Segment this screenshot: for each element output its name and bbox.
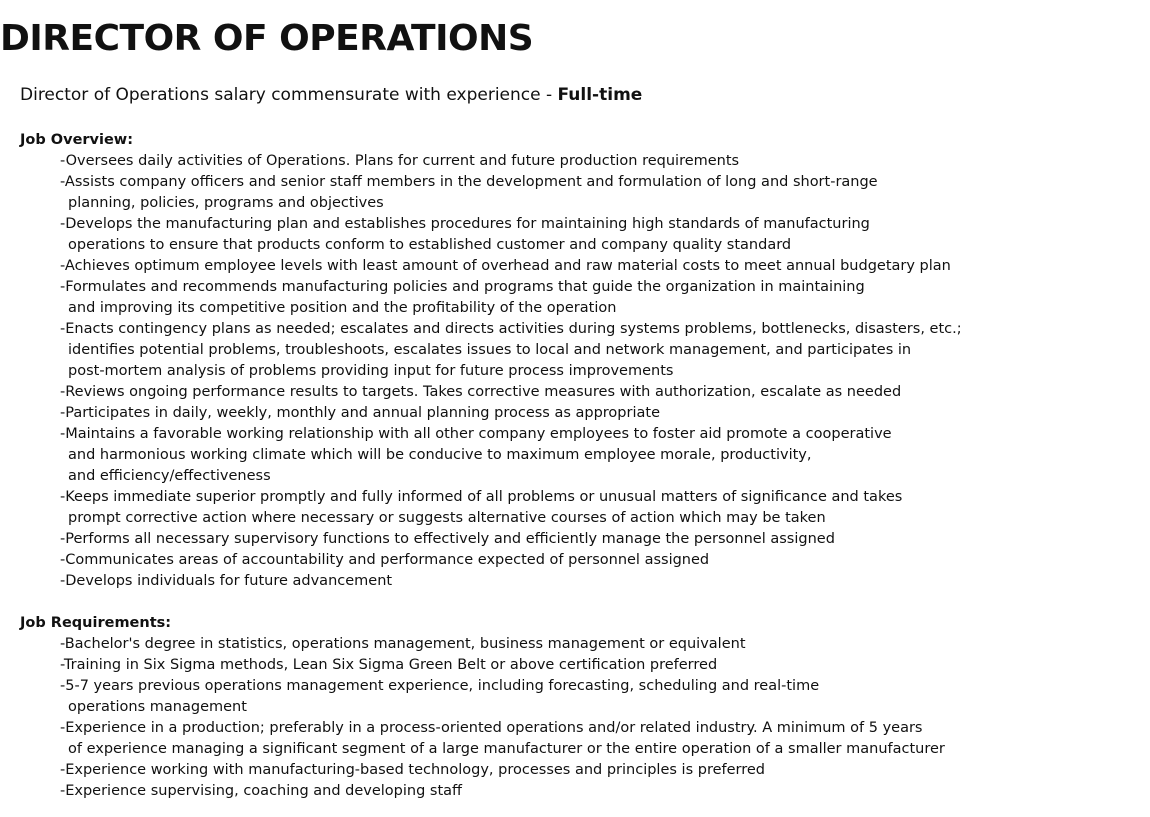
list-item-line: -Communicates areas of accountability and performance expected of personnel assigned	[60, 552, 710, 568]
list-item-line: and harmonious working climate which will be conducive to maximum employee morale, productivity,	[68, 447, 812, 463]
list-item-line: -Experience working with manufacturing-based technology, processes and principles is preferred	[60, 762, 766, 778]
list-item-line: -Experience supervising, coaching and developing staff	[60, 783, 463, 799]
list-item	[60, 172, 962, 214]
list-item-line: and improving its competitive position and the profitability of the operation	[68, 300, 617, 316]
list-item	[60, 634, 945, 655]
list-item-line: post-mortem analysis of problems providing input for future process improvements	[68, 363, 674, 379]
list-item	[60, 550, 962, 571]
list-item	[60, 214, 962, 256]
list-item	[60, 529, 962, 550]
salary-text: Director of Operations salary commensurate with experience -	[20, 85, 558, 105]
list-item-line: operations to ensure that products conform to established customer and company quality standard	[68, 237, 792, 253]
list-item-line: -Enacts contingency plans as needed; escalates and directs activities during systems problems, bottlenecks, disasters, etc.;	[60, 321, 962, 337]
list-item	[60, 718, 945, 760]
list-item	[60, 781, 945, 802]
list-item	[60, 487, 962, 529]
list-item-line: -Bachelor's degree in statistics, operations management, business management or equivalent	[60, 636, 746, 652]
list-item-line: -Formulates and recommends manufacturing policies and programs that guide the organization in maintaining	[60, 279, 865, 295]
list-item	[60, 319, 962, 382]
list-item-line: -Keeps immediate superior promptly and fully informed of all problems or unusual matters of significance and takes	[60, 489, 903, 505]
list-item-line: -Develops individuals for future advancement	[60, 573, 393, 589]
salary-line	[20, 82, 642, 108]
list-item	[60, 382, 962, 403]
list-item	[60, 403, 962, 424]
job-requirements-heading: Job Requirements:	[20, 615, 172, 631]
list-item-line: -Reviews ongoing performance results to targets. Takes corrective measures with authorization, escalate as needed	[60, 384, 902, 400]
job-overview-list	[60, 151, 962, 592]
list-item-line: -Experience in a production; preferably in a process-oriented operations and/or related industry. A minimum of 5 years	[60, 720, 923, 736]
list-item-line: -Participates in daily, weekly, monthly and annual planning process as appropriate	[60, 405, 660, 421]
list-item-line: -Oversees daily activities of Operations. Plans for current and future production requirements	[60, 153, 740, 169]
list-item-line: -Maintains a favorable working relationship with all other company employees to foster aid promote a cooperative	[60, 426, 892, 442]
list-item-line: planning, policies, programs and objectives	[68, 195, 384, 211]
list-item	[60, 676, 945, 718]
list-item-line: prompt corrective action where necessary or suggests alternative courses of action which may be taken	[68, 510, 826, 526]
job-type-badge: Full-time	[557, 85, 643, 105]
list-item	[60, 655, 945, 676]
list-item-line: operations management	[68, 699, 247, 715]
list-item-line: -5-7 years previous operations management experience, including forecasting, scheduling and real-time	[60, 678, 820, 694]
list-item-line: of experience managing a significant segment of a large manufacturer or the entire operation of a smaller manufacturer	[68, 741, 945, 757]
list-item-line: identifies potential problems, troubleshoots, escalates issues to local and network management, and participates in	[68, 342, 912, 358]
list-item-line: -Assists company officers and senior staff members in the development and formulation of long and short-range	[60, 174, 878, 190]
list-item	[60, 256, 962, 277]
list-item-line: -Achieves optimum employee levels with least amount of overhead and raw material costs to meet annual budgetary plan	[60, 258, 951, 274]
job-requirements-list	[60, 634, 945, 802]
job-overview-heading: Job Overview:	[20, 132, 133, 148]
list-item-line: -Develops the manufacturing plan and establishes procedures for maintaining high standards of manufacturing	[60, 216, 870, 232]
list-item	[60, 277, 962, 319]
list-item	[60, 424, 962, 487]
page-title: DIRECTOR OF OPERATIONS	[0, 18, 534, 59]
list-item	[60, 151, 962, 172]
list-item	[60, 571, 962, 592]
list-item-line: -Performs all necessary supervisory functions to effectively and efficiently manage the personnel assigned	[60, 531, 835, 547]
list-item	[60, 760, 945, 781]
list-item-line: -Training in Six Sigma methods, Lean Six Sigma Green Belt or above certification preferred	[60, 657, 718, 673]
list-item-line: and efficiency/effectiveness	[68, 468, 271, 484]
